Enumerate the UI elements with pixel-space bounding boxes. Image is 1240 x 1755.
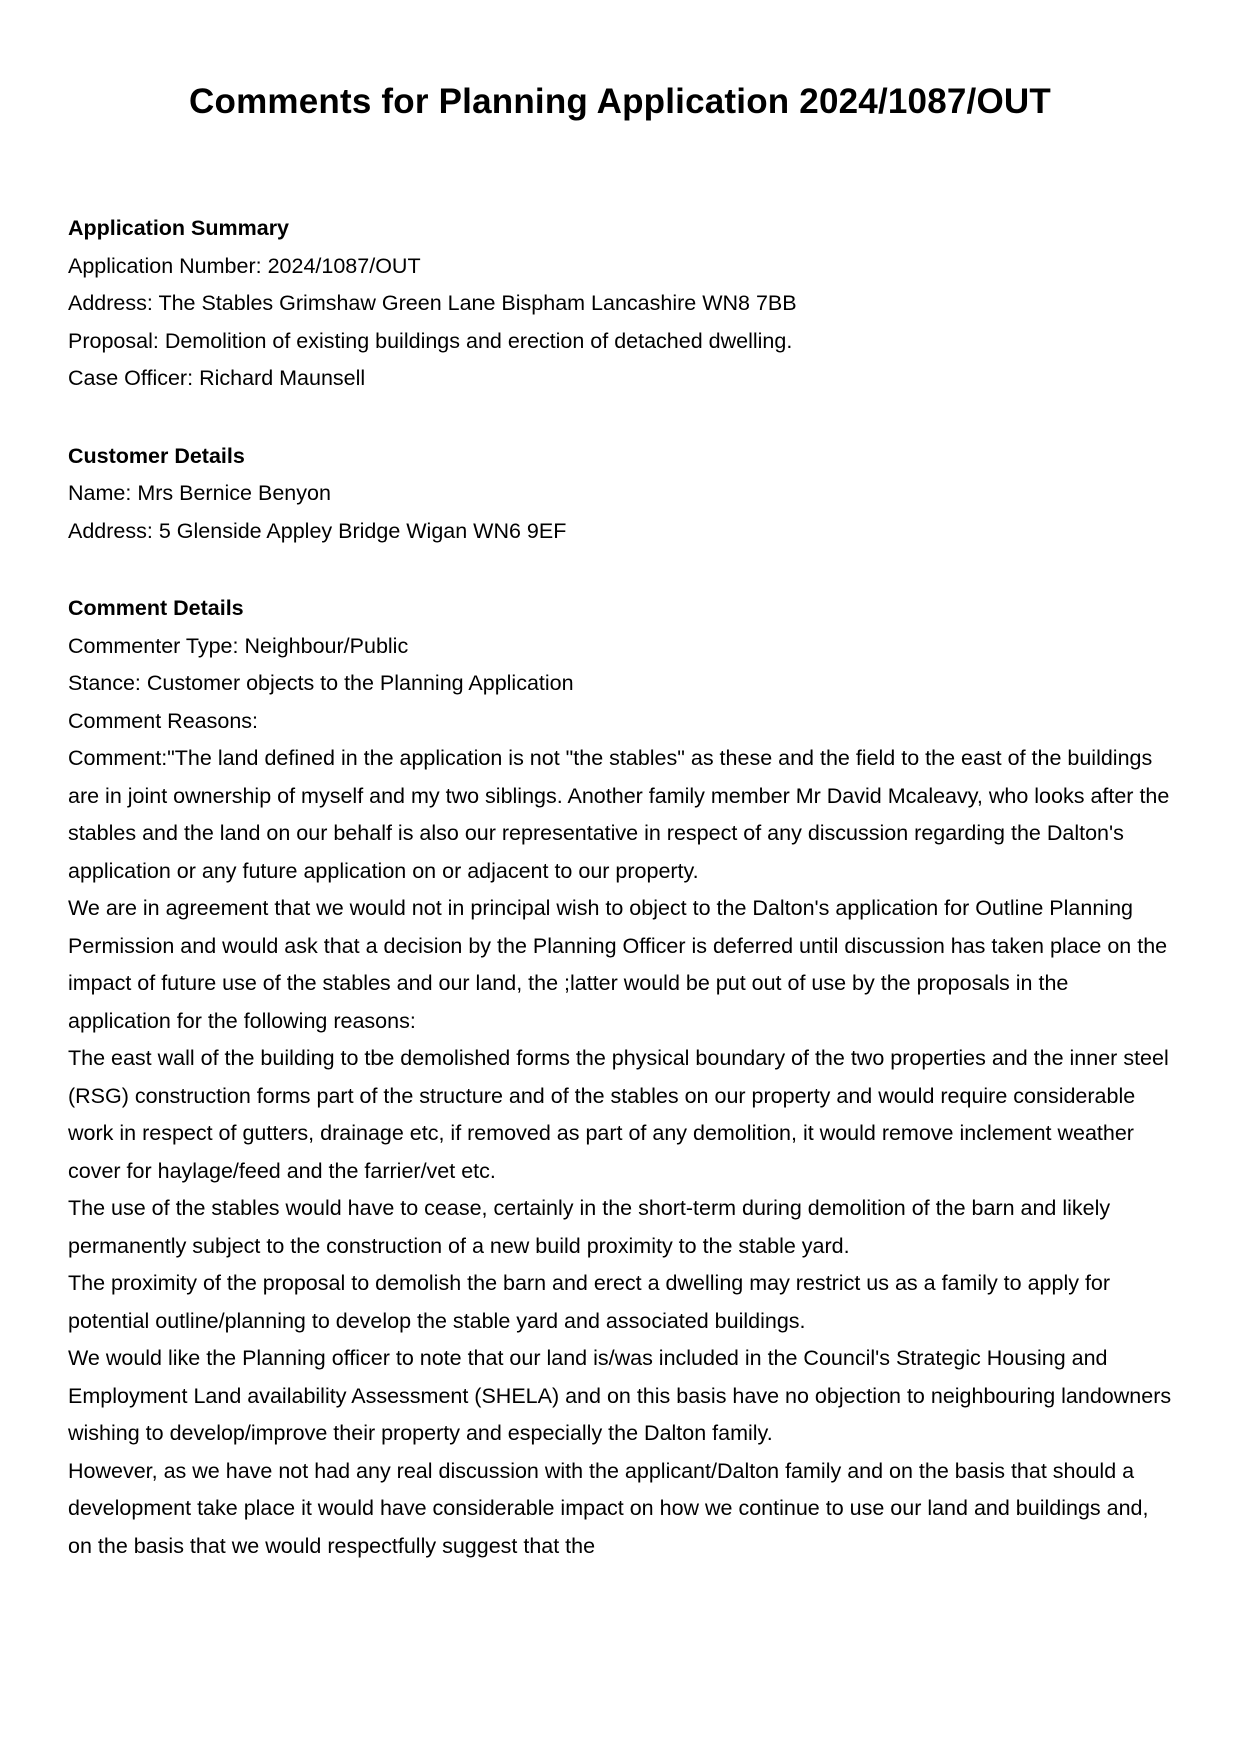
comment-paragraph: The east wall of the building to tbe demolished forms the physical boundary of the two properties and the inner steel (RSG) construction forms part of the structure and of the stables on our property and would require considerable work in respect of gutters, drainage etc, if removed as part of any demolition, it would remove inclement weather cover for haylage/feed and the farrier/vet etc. <box>68 1046 1175 1183</box>
field-value: Mrs Bernice Benyon <box>137 481 331 505</box>
comment-body <box>68 740 1178 1565</box>
comment-paragraph: Comment:"The land defined in the application is not "the stables" as these and the field to the east of the buildings are in joint ownership of myself and my two siblings. Another family member Mr David Mcaleavy, who looks after the stables and the land on our behalf is also our representative in respect of any discussion regarding the Dalton's application or any future application on or adjacent to our property. <box>68 746 1176 883</box>
field-value: Customer objects to the Planning Application <box>146 671 574 695</box>
comment-details-section <box>68 590 1178 1565</box>
field-value: 2024/1087/OUT <box>267 253 421 278</box>
comment-paragraph: However, as we have not had any real discussion with the applicant/Dalton family and on the basis that should a development take place it would have considerable impact on how we continue to use our land and buildings and, on the basis that we would respectfully suggest that the <box>68 1458 1155 1558</box>
field-label: Case Officer: <box>68 366 194 390</box>
customer-details-heading: Customer Details <box>68 443 245 468</box>
field-label: Comment Reasons: <box>68 708 258 733</box>
field-label: Address: <box>68 518 153 543</box>
comment-paragraph: We would like the Planning officer to note that our land is/was included in the Council's Strategic Housing and Employment Land availability Assessment (SHELA) and on this basis have no objection to neighbouring landowners wishing to develop/improve their property and especially the Dalton family. <box>68 1346 1178 1445</box>
field-value: The Stables Grimshaw Green Lane Bispham Lancashire WN8 7BB <box>158 291 797 315</box>
field-application-number <box>68 248 1172 286</box>
field-site-address <box>68 285 1172 323</box>
application-summary-section <box>68 210 1172 398</box>
page-title: Comments for Planning Application 2024/1087/OUT <box>189 82 1051 121</box>
application-summary-heading: Application Summary <box>68 216 290 240</box>
field-value: Neighbour/Public <box>244 633 409 658</box>
field-label: Name: <box>68 481 132 505</box>
comment-details-heading: Comment Details <box>68 596 244 620</box>
customer-details-section <box>68 438 1172 551</box>
field-label: Application Number: <box>68 253 262 278</box>
field-customer-address <box>68 513 1172 551</box>
field-customer-name <box>68 475 1172 513</box>
field-value: 5 Glenside Appley Bridge Wigan WN6 9EF <box>158 518 567 543</box>
comment-paragraph: We are in agreement that we would not in principal wish to object to the Dalton's application for Outline Planning Permission and would ask that a decision by the Planning Officer is deferred until discussion has taken place on the impact of future use of the stables and our land, the ;latter would be put out of use by the proposals in the application for the following reasons: <box>68 896 1174 1033</box>
field-label: Proposal: <box>68 328 159 353</box>
field-stance <box>68 665 1172 703</box>
comment-paragraph: The use of the stables would have to cease, certainly in the short-term during demolition of the barn and likely permanently subject to the construction of a new build proximity to the stable yard. <box>68 1196 1117 1258</box>
field-label: Address: <box>68 291 153 315</box>
field-label: Commenter Type: <box>68 633 239 658</box>
field-case-officer <box>68 360 1172 398</box>
field-label: Stance: <box>68 671 141 695</box>
field-value: Demolition of existing buildings and erection of detached dwelling. <box>164 328 793 353</box>
comment-paragraph: The proximity of the proposal to demolish the barn and erect a dwelling may restrict us as a family to apply for potential outline/planning to develop the stable yard and associated buildings. <box>68 1271 1117 1333</box>
field-comment-reasons <box>68 703 1172 741</box>
field-commenter-type <box>68 628 1172 666</box>
field-proposal <box>68 323 1172 361</box>
field-value: Richard Maunsell <box>199 366 366 390</box>
